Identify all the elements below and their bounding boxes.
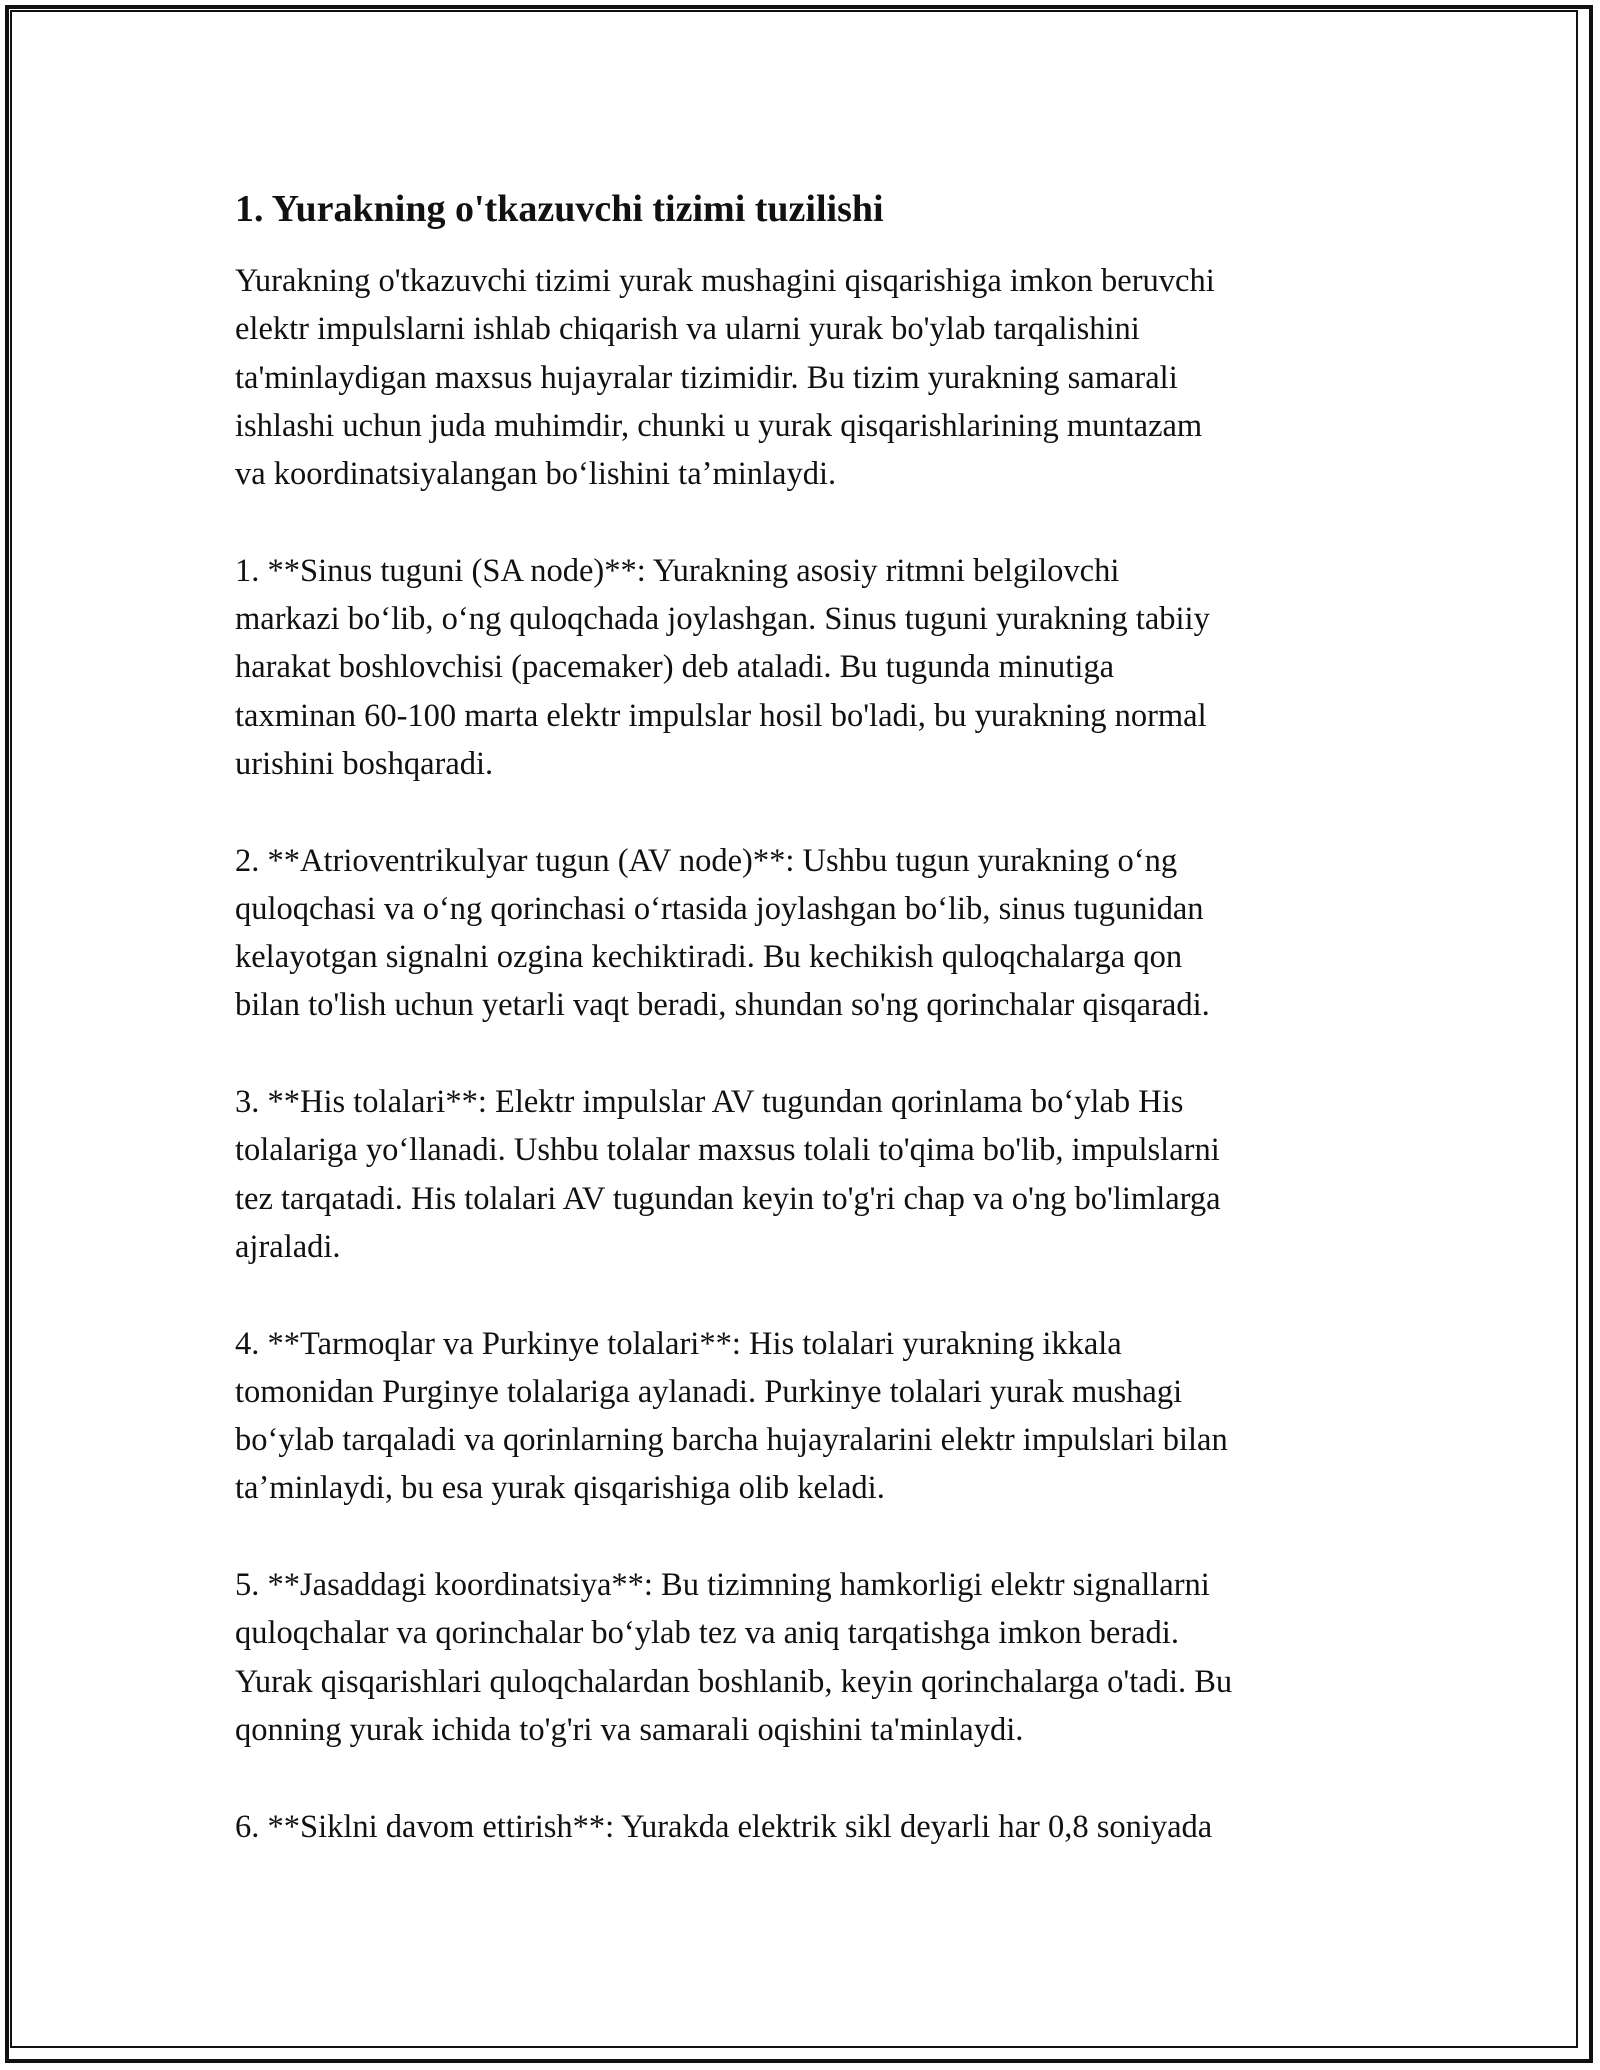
paragraph-sinus-tuguni: 1. **Sinus tuguni (SA node)**: Yurakning asosiy ritmni belgilovchi markazi boʻlib, oʻng quloqchada joylashgan. Sinus tuguni yurakning tabiiy harakat boshlovchisi (pacemaker) deb ataladi. Bu tugunda minutiga taxminan 60-100 marta elektr impulslar hosil bo'ladi, bu yurakning normal urishini boshqaradi. bbox=[235, 552, 1210, 782]
paragraph-his-tolalari: 3. **His tolalari**: Elektr impulslar AV tugundan qorinlama boʻylab His tolalariga yoʻllanadi. Ushbu tolalar maxsus tolali to'qima bo'lib, impulslarni tez tarqatadi. His tolalari AV tugundan keyin to'g'ri chap va o'ng bo'limlarga ajraladi. bbox=[235, 1084, 1221, 1265]
section-heading: 1. Yurakning o'tkazuvchi tizimi tuzilishi bbox=[235, 188, 884, 230]
paragraph-av-tugun: 2. **Atrioventrikulyar tugun (AV node)**: Ushbu tugun yurakning oʻng quloqchasi va oʻng qorinchasi oʻrtasida joylashgan boʻlib, sinus tugunidan kelayotgan signalni ozgina kechiktiradi. Bu kechikish quloqchalarga qon bilan to'lish uchun yetarli vaqt beradi, shundan so'ng qorinchalar qisqaradi. bbox=[235, 842, 1210, 1024]
intro-paragraph: Yurakning o'tkazuvchi tizimi yurak mushagini qisqarishiga imkon beruvchi elektr impulslarni ishlab chiqarish va ularni yurak bo'ylab tarqalishini ta'minlaydigan maxsus hujayralar tizimidir. Bu tizim yurakning samarali ishlashi uchun juda muhimdir, chunki u yurak qisqarishlarining muntazam va koordinatsiyalangan boʻlishini taʼminlaydi. bbox=[235, 263, 1215, 493]
document-body bbox=[235, 185, 1375, 1899]
paragraph-purkinye-tolalari: 4. **Tarmoqlar va Purkinye tolalari**: His tolalari yurakning ikkala tomonidan Purginye tolalariga aylanadi. Purkinye tolalari yurak mushagi boʻylab tarqaladi va qorinlarning barcha hujayralarini elektr impulslari bilan taʼminlaydi, bu esa yurak qisqarishiga olib keladi. bbox=[235, 1325, 1228, 1507]
paragraph-koordinatsiya: 5. **Jasaddagi koordinatsiya**: Bu tizimning hamkorligi elektr signallarni quloqchalar va qorinchalar boʻylab tez va aniq tarqatishga imkon beradi. Yurak qisqarishlari quloqchalardan boshlanib, keyin qorinchalarga o'tadi. Bu qonning yurak ichida to'g'ri va samarali oqishini ta'minlaydi. bbox=[235, 1567, 1233, 1748]
paragraph-sikl: 6. **Siklni davom ettirish**: Yurakda elektrik sikl deyarli har 0,8 soniyada bbox=[235, 1808, 1213, 1845]
